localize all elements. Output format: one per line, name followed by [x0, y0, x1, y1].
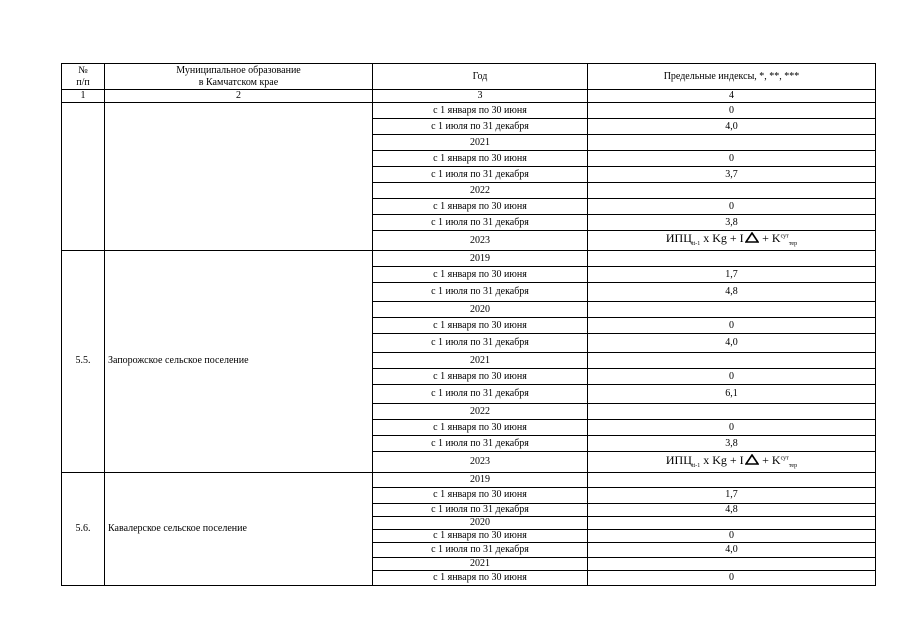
- index-value-cell: 3,8: [588, 436, 876, 452]
- index-value-cell: [588, 135, 876, 151]
- period-cell: с 1 января по 30 июня: [373, 570, 588, 585]
- index-value-cell: 4,0: [588, 542, 876, 557]
- period-cell: с 1 июля по 31 декабря: [373, 215, 588, 231]
- row-number-cell: 5.6.: [62, 472, 105, 585]
- delta-triangle-icon: [745, 454, 759, 465]
- table-row: [62, 103, 876, 119]
- period-cell: с 1 января по 30 июня: [373, 487, 588, 503]
- index-value-cell: 0: [588, 199, 876, 215]
- year-cell: 2022: [373, 404, 588, 420]
- year-cell: 2019: [373, 472, 588, 487]
- index-value-cell: 4,0: [588, 119, 876, 135]
- index-value-cell: 1,7: [588, 487, 876, 503]
- column-number: 4: [588, 90, 876, 103]
- period-cell: с 1 января по 30 июня: [373, 103, 588, 119]
- municipality-cell: Кавалерское сельское поселение: [105, 472, 373, 585]
- index-value-cell: 4,0: [588, 334, 876, 353]
- municipality-cell: Запорожское сельское поселение: [105, 251, 373, 472]
- index-value-cell: [588, 516, 876, 529]
- year-cell: 2021: [373, 557, 588, 570]
- header-year: Год: [373, 64, 588, 90]
- table-row: [62, 251, 876, 267]
- period-cell: с 1 июля по 31 декабря: [373, 503, 588, 516]
- index-value-cell: [588, 302, 876, 318]
- period-cell: с 1 июля по 31 декабря: [373, 436, 588, 452]
- period-cell: с 1 января по 30 июня: [373, 199, 588, 215]
- year-cell: 2021: [373, 353, 588, 369]
- period-cell: с 1 января по 30 июня: [373, 529, 588, 542]
- index-value-cell: [588, 404, 876, 420]
- period-cell: с 1 января по 30 июня: [373, 369, 588, 385]
- period-cell: с 1 июля по 31 декабря: [373, 334, 588, 353]
- header-municipality: Муниципальное образование в Камчатском крае: [105, 64, 373, 90]
- year-cell: 2023: [373, 231, 588, 251]
- column-number-row: [62, 90, 876, 103]
- period-cell: с 1 января по 30 июня: [373, 318, 588, 334]
- index-value-cell: [588, 353, 876, 369]
- formula-cell: [588, 452, 876, 472]
- delta-triangle-icon: [745, 232, 759, 243]
- header-limit-indices: Предельные индексы, *, **, ***: [588, 64, 876, 90]
- period-cell: с 1 июля по 31 декабря: [373, 283, 588, 302]
- index-value-cell: 3,8: [588, 215, 876, 231]
- index-value-cell: 4,8: [588, 503, 876, 516]
- column-number: 1: [62, 90, 105, 103]
- period-cell: с 1 января по 30 июня: [373, 151, 588, 167]
- year-cell: 2023: [373, 452, 588, 472]
- row-number-cell: 5.5.: [62, 251, 105, 472]
- index-value-cell: [588, 557, 876, 570]
- year-cell: 2021: [373, 135, 588, 151]
- table-header-row: [62, 64, 876, 90]
- formula: $ИПЦ_{tt-1}$ x $Kg + I + K^{сут}_{тер}$: [665, 452, 798, 469]
- formula-cell: [588, 231, 876, 251]
- row-number-cell: [62, 103, 105, 251]
- index-value-cell: 0: [588, 529, 876, 542]
- index-value-cell: 0: [588, 369, 876, 385]
- period-cell: с 1 января по 30 июня: [373, 420, 588, 436]
- index-value-cell: 0: [588, 103, 876, 119]
- tariff-index-table: [61, 63, 876, 586]
- index-value-cell: 4,8: [588, 283, 876, 302]
- index-value-cell: [588, 251, 876, 267]
- index-value-cell: 0: [588, 420, 876, 436]
- column-number: 3: [373, 90, 588, 103]
- index-value-cell: [588, 472, 876, 487]
- year-cell: 2020: [373, 302, 588, 318]
- year-cell: 2019: [373, 251, 588, 267]
- period-cell: с 1 июля по 31 декабря: [373, 385, 588, 404]
- municipality-cell: [105, 103, 373, 251]
- table-row: [62, 472, 876, 487]
- index-value-cell: 1,7: [588, 267, 876, 283]
- period-cell: с 1 июля по 31 декабря: [373, 167, 588, 183]
- year-cell: 2020: [373, 516, 588, 529]
- index-value-cell: 0: [588, 151, 876, 167]
- index-value-cell: 3,7: [588, 167, 876, 183]
- index-value-cell: 0: [588, 318, 876, 334]
- index-value-cell: 6,1: [588, 385, 876, 404]
- index-value-cell: 0: [588, 570, 876, 585]
- header-number: № п/п: [62, 64, 105, 90]
- period-cell: с 1 июля по 31 декабря: [373, 119, 588, 135]
- year-cell: 2022: [373, 183, 588, 199]
- formula: $ИПЦ_{tt-1}$ x $Kg + I + K^{сут}_{тер}$: [665, 231, 798, 248]
- period-cell: с 1 января по 30 июня: [373, 267, 588, 283]
- column-number: 2: [105, 90, 373, 103]
- period-cell: с 1 июля по 31 декабря: [373, 542, 588, 557]
- index-value-cell: [588, 183, 876, 199]
